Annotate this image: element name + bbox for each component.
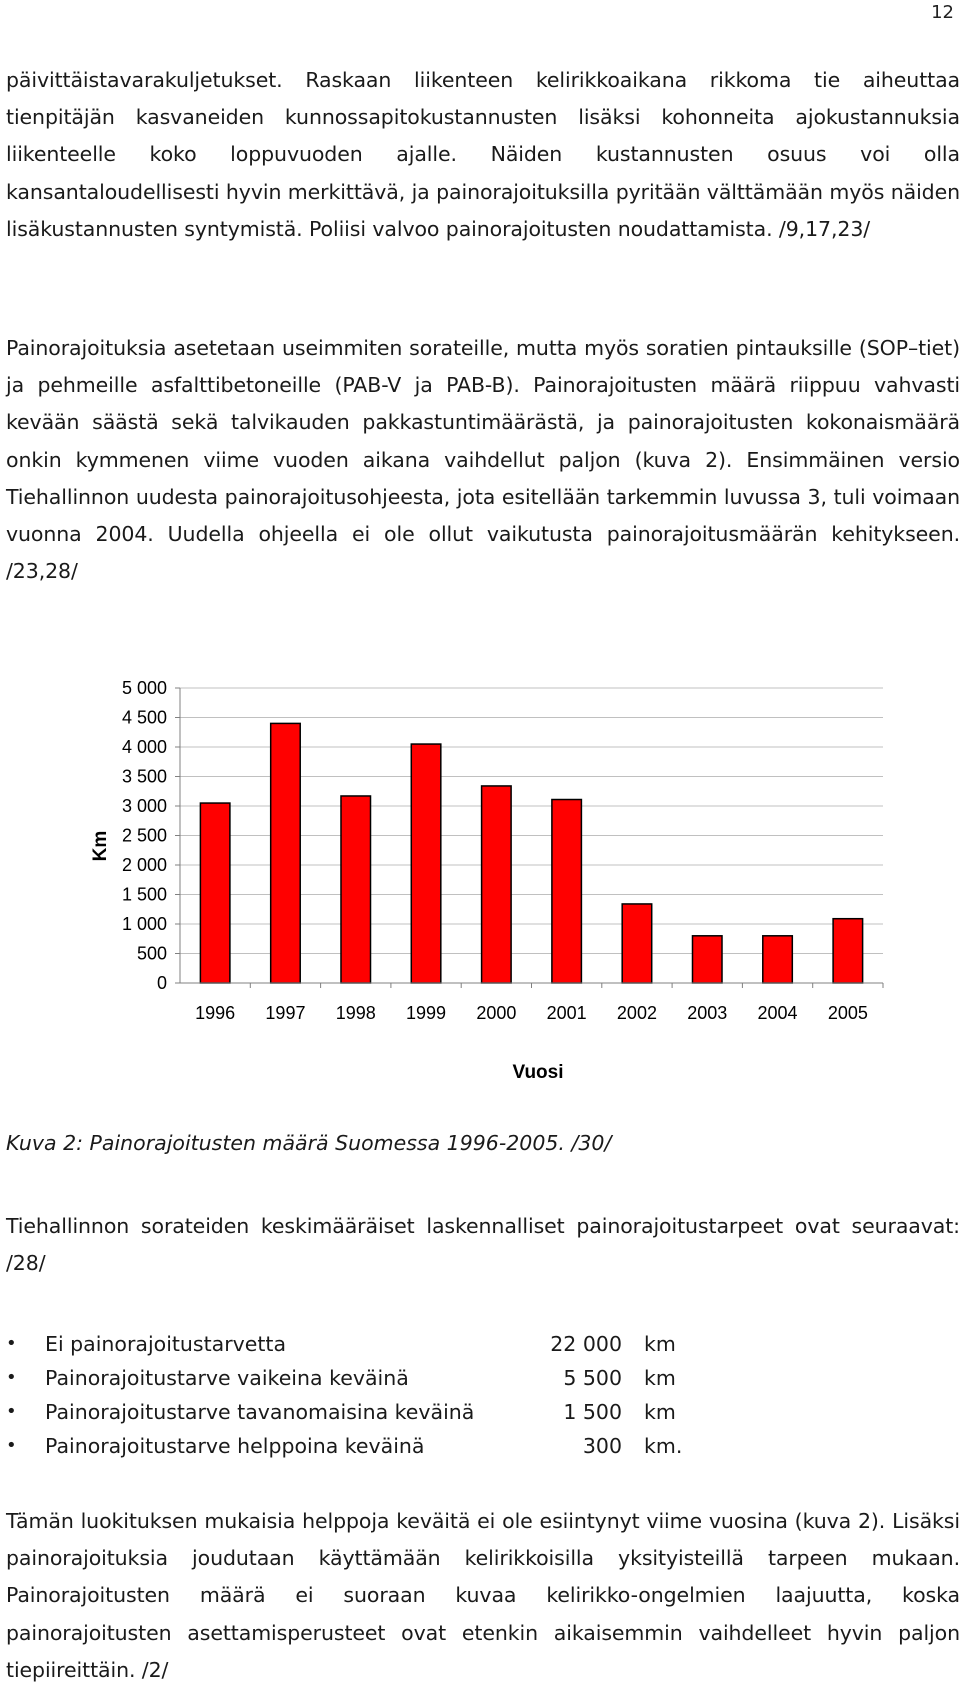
x-tick-label: 1996 <box>195 1003 236 1023</box>
bullet-icon: • <box>6 1333 17 1354</box>
chart-svg <box>0 660 960 1100</box>
needs-list <box>6 1327 706 1463</box>
paragraph-needs-intro: Tiehallinnon sorateiden keskimääräiset laskennalliset painorajoitustarpeet ovat seuraavat: /28/ <box>6 1214 960 1276</box>
list-item-label: Ei painorajoitustarvetta <box>45 1332 287 1356</box>
list-item-unit: km. <box>644 1434 683 1458</box>
bar-2000 <box>482 786 512 983</box>
chart-bars <box>200 723 862 983</box>
list-item <box>6 1327 706 1361</box>
x-tick-label: 2001 <box>546 1003 587 1023</box>
list-item-unit: km <box>644 1366 676 1390</box>
x-tick-label: 1998 <box>335 1003 376 1023</box>
y-tick-label: 0 <box>156 973 167 993</box>
x-tick-label: 2000 <box>476 1003 517 1023</box>
list-item-label: Painorajoitustarve helppoina keväinä <box>45 1434 425 1458</box>
y-tick-label: 1 000 <box>121 914 167 934</box>
paragraph-intro: päivittäistavarakuljetukset. Raskaan liikenteen kelirikkoaikana rikkoma tie aiheuttaa tienpitäjän kasvaneiden kunnossapitokustannusten lisäksi kohonneita ajokustannuksia liikenteelle koko loppuvuoden ajalle. Näiden kustannusten osuus voi olla kansantaloudellisesti hyvin merkittävä, ja painorajoituksilla pyritään välttämään myös näiden lisäkustannusten syntymistä. Poliisi valvoo painorajoitusten noudattamista. /9,17,23/ <box>6 68 960 241</box>
list-item <box>6 1361 706 1395</box>
list-item-unit: km <box>644 1400 676 1424</box>
y-tick-label: 2 500 <box>121 825 167 846</box>
list-item-value: 300 <box>582 1434 622 1458</box>
x-tick-label: 2004 <box>757 1003 798 1023</box>
y-tick-label: 3 000 <box>121 796 167 816</box>
x-tick-label: 1999 <box>406 1003 447 1023</box>
list-item-label: Painorajoitustarve tavanomaisina keväinä <box>45 1400 475 1424</box>
bullet-icon: • <box>6 1401 17 1422</box>
list-item <box>6 1429 706 1463</box>
list-item-value: 1 500 <box>563 1400 622 1424</box>
x-tick-label: 2005 <box>827 1003 868 1023</box>
list-item-label: Painorajoitustarve vaikeina keväinä <box>45 1366 409 1390</box>
y-tick-label: 2 000 <box>121 855 167 875</box>
x-tick-label: 2003 <box>687 1003 728 1023</box>
bullet-icon: • <box>6 1435 17 1456</box>
page-number: 12 <box>931 2 954 23</box>
figure-caption: Kuva 2: Painorajoitusten määrä Suomessa 1996-2005. /30/ <box>6 1131 612 1155</box>
y-tick-label: 500 <box>136 943 167 964</box>
bar-1997 <box>271 723 301 983</box>
y-tick-label: 4 000 <box>121 737 167 757</box>
y-tick-label: 4 500 <box>121 707 167 728</box>
bar-2005 <box>833 919 863 983</box>
bar-1998 <box>341 796 371 983</box>
x-tick-label: 2002 <box>616 1003 657 1023</box>
list-item <box>6 1395 706 1429</box>
bar-1996 <box>200 803 230 983</box>
list-item-unit: km <box>644 1332 676 1356</box>
bar-chart <box>0 660 960 1100</box>
x-axis-label: Vuosi <box>512 1062 564 1083</box>
paragraph-weight-limits: Painorajoituksia asetetaan useimmiten sorateille, mutta myös soratien pintauksille (SOP–tiet) ja pehmeille asfalttibetoneille (PAB-V ja PAB-B). Painorajoitusten määrä riippuu vahvasti kevään säästä sekä talvikauden pakkastuntimäärästä, ja painorajoitusten kokonaismäärä onkin kymmenen viime vuoden aikana vaihdellut paljon (kuva 2). Ensimmäinen versio Tiehallinnon uudesta painorajoitusohjeesta, jota esitellään tarkemmin luvussa 3, tuli voimaan vuonna 2004. Uudella ohjeella ei ole ollut vaikutusta painorajoitusmäärän kehitykseen. /23,28/ <box>6 336 960 584</box>
bar-2004 <box>763 936 793 983</box>
x-tick-label: 1997 <box>265 1003 306 1023</box>
bar-2001 <box>552 800 582 983</box>
chart-x-ticks <box>195 1003 868 1023</box>
bar-1999 <box>411 744 441 983</box>
bar-2003 <box>692 936 722 983</box>
paragraph-conclusion: Tämän luokituksen mukaisia helppoja keväitä ei ole esiintynyt viime vuosina (kuva 2). Lisäksi painorajoituksia joudutaan käyttämään kelirikkoisilla yksityisteillä tarpeen mukaan. Painorajoitusten määrä ei suoraan kuvaa kelirikko-ongelmien laajuutta, koska painorajoitusten asettamisperusteet ovat etenkin aikaisemmin vaihdelleet hyvin paljon tiepiireittäin. /2/ <box>6 1509 960 1682</box>
y-tick-label: 3 500 <box>121 766 167 787</box>
list-item-value: 5 500 <box>563 1366 622 1390</box>
list-item-value: 22 000 <box>550 1332 622 1356</box>
y-tick-label: 5 000 <box>121 678 167 698</box>
y-axis-label: Km <box>90 830 111 862</box>
bar-2002 <box>622 904 652 983</box>
y-tick-label: 1 500 <box>121 884 167 905</box>
bullet-icon: • <box>6 1367 17 1388</box>
chart-y-ticks <box>122 678 167 993</box>
